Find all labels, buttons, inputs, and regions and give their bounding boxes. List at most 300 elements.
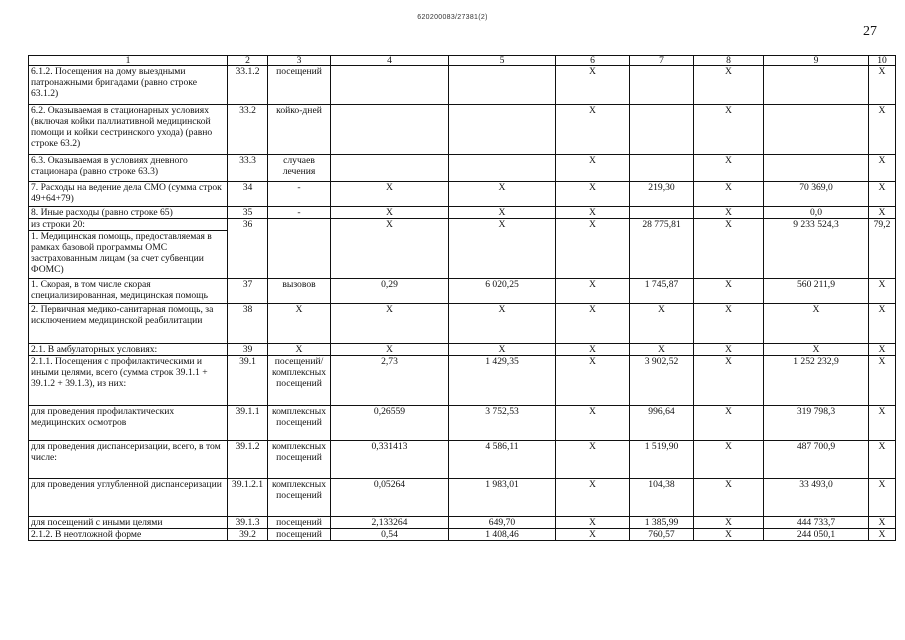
cell-text: 3 752,53 [485, 406, 519, 417]
cell-text: 28 775,81 [642, 219, 681, 230]
cell-text: 1 429,35 [485, 356, 519, 367]
table-cell-col-2 [228, 517, 268, 529]
table-cell-col-1 [29, 207, 228, 219]
table-cell-col-5 [449, 105, 556, 155]
table-cell-col-3 [268, 529, 331, 541]
data-table [28, 55, 896, 541]
table-cell-col-9 [764, 219, 869, 279]
document-id: 620200083/27381(2) [417, 14, 488, 21]
table-row [29, 207, 896, 219]
table-cell-col-1 [29, 304, 228, 344]
cell-text: 2.1.2. В неотложной форме [31, 529, 142, 540]
table-cell-col-6 [556, 219, 630, 279]
table-cell-col-4 [331, 529, 449, 541]
table-cell-col-7 [630, 356, 694, 406]
table-cell-col-8 [694, 406, 764, 441]
table-cell-col-6 [556, 479, 630, 517]
table-cell-col-7 [630, 279, 694, 304]
table-cell-col-6 [556, 529, 630, 541]
table-cell-col-9 [764, 406, 869, 441]
table-cell-col-10 [869, 207, 896, 219]
table-cell-col-4 [331, 517, 449, 529]
table-row [29, 406, 896, 441]
table-cell-col-4 [331, 279, 449, 304]
cell-text: X [498, 219, 506, 230]
table-cell-col-4 [331, 304, 449, 344]
cell-text: 444 733,7 [796, 517, 836, 528]
table-cell-col-3 [268, 66, 331, 105]
table-cell-col-8 [694, 517, 764, 529]
cell-text: X [589, 155, 596, 166]
cell-text: 996,64 [648, 406, 675, 417]
table-cell-col-6 [556, 66, 630, 105]
table-cell-col-8 [694, 182, 764, 207]
cell-text: - [297, 182, 301, 193]
table-cell-col-5 [449, 529, 556, 541]
table-cell-col-10 [869, 517, 896, 529]
column-header: 10 [869, 56, 896, 66]
cell-text: X [589, 66, 596, 77]
cell-text: X [589, 479, 596, 490]
cell-text: 319 798,3 [796, 406, 836, 417]
cell-text: X [589, 105, 596, 116]
cell-text: 760,57 [648, 529, 675, 540]
cell-text: 0,29 [381, 279, 398, 290]
cell-text: X [878, 529, 886, 540]
cell-text: X [725, 517, 732, 528]
cell-text: 7. Расходы на ведение дела СМО (сумма строк 49+64+79) [31, 182, 222, 204]
cell-text: 3 902,52 [644, 356, 679, 367]
cell-text: X [878, 304, 886, 315]
table-cell-col-9 [764, 279, 869, 304]
table-cell-col-1 [29, 517, 228, 529]
cell-text: 1 519,90 [644, 441, 679, 452]
cell-text: 1. Скорая, в том числе скорая специализированная, медицинская помощь [31, 279, 208, 301]
table-row [29, 66, 896, 105]
cell-text: 33.2 [239, 105, 256, 116]
cell-text: 6.3. Оказываемая в условиях дневного стационара (равно строке 63.3) [31, 155, 188, 177]
table-cell-col-6 [556, 182, 630, 207]
cell-text: 0,05264 [373, 479, 406, 490]
table-cell-col-5 [449, 219, 556, 279]
table-cell-col-8 [694, 279, 764, 304]
cell-text: X [589, 219, 596, 230]
table-cell-col-1 [29, 182, 228, 207]
cell-text: вызовов [282, 279, 316, 290]
cell-text: X [878, 344, 886, 355]
table-cell-col-9 [764, 155, 869, 182]
cell-text: X [589, 406, 596, 417]
cell-text: 6.1.2. Посещения на дому выездными патронажными бригадами (равно строке 63.1.2) [31, 66, 197, 99]
table-cell-col-8 [694, 155, 764, 182]
table-cell-col-2 [228, 356, 268, 406]
table-cell-col-1 [29, 479, 228, 517]
table-cell-col-5 [449, 182, 556, 207]
table-cell-col-7 [630, 304, 694, 344]
table-cell-col-10 [869, 304, 896, 344]
cell-text: X [658, 344, 665, 355]
cell-text: 2.1.1. Посещения с профилактическими и иными целями, всего (сумма строк 39.1.1 + 39.1.2 + 39.1.3), из них: [31, 356, 208, 389]
table-row [29, 356, 896, 406]
table-row [29, 344, 896, 356]
table-cell-col-9 [764, 479, 869, 517]
table-row [29, 105, 896, 155]
table-cell-col-5 [449, 441, 556, 479]
table-cell-col-8 [694, 304, 764, 344]
cell-text: посещений [276, 529, 322, 540]
cell-text: 1 983,01 [485, 479, 519, 490]
table-cell-col-1 [29, 356, 228, 406]
table-cell-col-5 [449, 479, 556, 517]
table-cell-col-7 [630, 517, 694, 529]
table-cell-col-9 [764, 105, 869, 155]
table-cell-col-1 [29, 406, 228, 441]
table-cell-col-10 [869, 182, 896, 207]
cell-text: 38 [242, 304, 253, 315]
cell-text: X [589, 182, 596, 193]
table-cell-col-4 [331, 219, 449, 279]
table-cell-col-7 [630, 182, 694, 207]
table-cell-col-9 [764, 182, 869, 207]
cell-text: 8. Иные расходы (равно строке 65) [31, 207, 173, 218]
table-cell-col-10 [869, 406, 896, 441]
cell-text: X [812, 304, 820, 315]
table-cell-col-6 [556, 356, 630, 406]
cell-text: X [725, 155, 732, 166]
cell-text: X [878, 279, 886, 290]
cell-text: 70 369,0 [799, 182, 833, 193]
table-cell-col-2 [228, 529, 268, 541]
cell-text: 244 050,1 [796, 529, 836, 540]
table-cell-col-9 [764, 441, 869, 479]
cell-text: 6.2. Оказываемая в стационарных условиях (включая койки паллиативной медицинской помощи и койки сестринского ухода) (равно строке 63.2) [31, 105, 213, 149]
table-cell-col-5 [449, 406, 556, 441]
table-cell-col-1 [29, 344, 228, 356]
table-cell-col-2 [228, 155, 268, 182]
table-cell-col-9 [764, 207, 869, 219]
cell-text: 6 020,25 [485, 279, 519, 290]
cell-text: комплексных посещений [271, 479, 327, 501]
table-cell-col-4 [331, 155, 449, 182]
table-cell-col-7 [630, 219, 694, 279]
column-header: 5 [449, 56, 556, 66]
cell-text: X [386, 219, 393, 230]
cell-text: 0,0 [810, 207, 822, 218]
cell-text: X [589, 279, 596, 290]
table-cell-col-9 [764, 356, 869, 406]
table-cell-col-4 [331, 182, 449, 207]
table-cell-col-10 [869, 279, 896, 304]
table-cell-col-8 [694, 66, 764, 105]
table-cell-col-7 [630, 529, 694, 541]
table-row [29, 155, 896, 182]
table-cell-col-4 [331, 479, 449, 517]
column-header: 1 [29, 56, 228, 66]
table-cell-col-1 [29, 529, 228, 541]
cell-text: 33 493,0 [799, 479, 833, 490]
table-cell-col-2 [228, 219, 268, 279]
column-number-row [29, 56, 896, 66]
cell-text: комплексных посещений [271, 441, 327, 463]
table-cell-col-8 [694, 105, 764, 155]
table-cell-col-7 [630, 479, 694, 517]
table-cell-col-10 [869, 441, 896, 479]
table-cell-col-8 [694, 219, 764, 279]
column-header: 2 [228, 56, 268, 66]
cell-text: 2,73 [381, 356, 398, 367]
table-row [29, 279, 896, 304]
table-cell-col-3 [268, 344, 331, 356]
cell-text: койко-дней [276, 105, 322, 116]
cell-text: X [878, 182, 886, 193]
cell-text: посещений [276, 66, 322, 77]
table-cell-col-1 [29, 155, 228, 182]
cell-text: X [589, 207, 596, 218]
table-cell-col-3 [268, 182, 331, 207]
table-row [29, 182, 896, 207]
table-cell-col-9 [764, 517, 869, 529]
column-header: 6 [556, 56, 630, 66]
cell-text: 39.1.2 [235, 441, 260, 452]
table-cell-col-6 [556, 517, 630, 529]
cell-text: X [725, 479, 732, 490]
table-cell-col-7 [630, 441, 694, 479]
cell-text: 1 408,46 [485, 529, 519, 540]
table-cell-col-3 [268, 219, 331, 279]
cell-text: X [498, 344, 506, 355]
table-cell-col-4 [331, 441, 449, 479]
table-row [29, 517, 896, 529]
cell-text: X [386, 344, 393, 355]
table-row [29, 441, 896, 479]
table-cell-col-5 [449, 155, 556, 182]
table-cell-col-6 [556, 406, 630, 441]
cell-text: 104,38 [648, 479, 675, 490]
cell-text: комплексных посещений [271, 406, 327, 428]
table-cell-col-2 [228, 105, 268, 155]
cell-text: 39.1 [239, 356, 256, 367]
cell-text: X [725, 182, 732, 193]
cell-text: X [498, 304, 506, 315]
column-header: 9 [764, 56, 869, 66]
table-cell-col-1 [29, 219, 228, 279]
table-cell-col-1 [29, 66, 228, 105]
table-cell-col-10 [869, 529, 896, 541]
cell-text: X [878, 441, 886, 452]
cell-text: 1 252 232,9 [793, 356, 839, 367]
cell-text: 649,70 [488, 517, 516, 528]
table-cell-col-7 [630, 155, 694, 182]
cell-text: для проведения углубленной диспансеризации [31, 479, 222, 490]
table-cell-col-7 [630, 105, 694, 155]
table-cell-col-9 [764, 66, 869, 105]
table-cell-col-2 [228, 279, 268, 304]
cell-text: X [725, 406, 732, 417]
table-cell-col-4 [331, 344, 449, 356]
table-cell-col-2 [228, 344, 268, 356]
table-cell-col-6 [556, 279, 630, 304]
page-number: 27 [863, 24, 877, 39]
table-cell-col-6 [556, 441, 630, 479]
table-cell-col-7 [630, 66, 694, 105]
table-cell-col-10 [869, 344, 896, 356]
cell-text: 4 586,11 [485, 441, 519, 452]
cell-text: X [878, 406, 886, 417]
cell-text: 0,54 [381, 529, 398, 540]
cell-text: 35 [242, 207, 253, 218]
table-cell-col-10 [869, 479, 896, 517]
table-cell-col-2 [228, 479, 268, 517]
cell-text: X [725, 207, 732, 218]
cell-text: X [878, 207, 886, 218]
cell-text: X [725, 66, 732, 77]
cell-text: X [589, 529, 596, 540]
table-cell-col-8 [694, 356, 764, 406]
table-cell-col-6 [556, 344, 630, 356]
table-cell-col-4 [331, 66, 449, 105]
cell-text: 487 700,9 [796, 441, 836, 452]
table-cell-col-3 [268, 356, 331, 406]
table-cell-col-2 [228, 182, 268, 207]
cell-text: 79,2 [873, 219, 891, 230]
cell-text: X [878, 356, 886, 367]
cell-text: X [725, 304, 732, 315]
cell-text: X [589, 517, 596, 528]
table-cell-col-3 [268, 155, 331, 182]
table-row [29, 219, 896, 279]
table-cell-col-10 [869, 155, 896, 182]
cell-text: из строки 20: [31, 219, 85, 230]
table-cell-col-3 [268, 279, 331, 304]
cell-text: 1 385,99 [644, 517, 679, 528]
table-cell-col-3 [268, 406, 331, 441]
table-cell-col-2 [228, 207, 268, 219]
table-cell-col-4 [331, 356, 449, 406]
table-cell-col-3 [268, 517, 331, 529]
cell-text: X [812, 344, 820, 355]
table-cell-col-4 [331, 207, 449, 219]
table-cell-col-8 [694, 479, 764, 517]
cell-text: посещений [276, 517, 322, 528]
cell-text: 39.2 [239, 529, 256, 540]
cell-text: - [297, 207, 301, 218]
table-cell-col-3 [268, 105, 331, 155]
table-cell-col-7 [630, 344, 694, 356]
cell-text: X [725, 441, 732, 452]
cell-text: X [295, 344, 303, 355]
cell-text: X [725, 344, 732, 355]
table-cell-col-3 [268, 304, 331, 344]
cell-text: X [725, 279, 732, 290]
table-row [29, 479, 896, 517]
table-cell-col-5 [449, 66, 556, 105]
cell-subtext: 1. Медицинская помощь, предоставляемая в рамках базовой программы ОМС застрахованным лицам (за счет субвенции ФОМС) [29, 230, 227, 275]
cell-text: 0,26559 [373, 406, 406, 417]
table-cell-col-4 [331, 406, 449, 441]
cell-text: X [295, 304, 303, 315]
column-header: 7 [630, 56, 694, 66]
cell-text: 37 [242, 279, 253, 290]
cell-text: 39.1.1 [235, 406, 260, 417]
table-cell-col-2 [228, 441, 268, 479]
cell-text: 0,331413 [371, 441, 408, 452]
cell-text: X [498, 182, 506, 193]
table-cell-col-3 [268, 479, 331, 517]
table-cell-col-8 [694, 207, 764, 219]
cell-text: X [725, 529, 732, 540]
cell-text: X [878, 155, 886, 166]
cell-text: X [725, 105, 732, 116]
cell-text: случаев лечения [282, 155, 316, 177]
table-cell-col-5 [449, 279, 556, 304]
cell-text: 2,133264 [371, 517, 408, 528]
cell-text: X [725, 219, 732, 230]
table-cell-col-1 [29, 279, 228, 304]
cell-text: 33.3 [239, 155, 256, 166]
cell-text: X [498, 207, 506, 218]
cell-text: X [589, 441, 596, 452]
table-cell-col-5 [449, 517, 556, 529]
cell-text: 2.1. В амбулаторных условиях: [31, 344, 158, 355]
table-cell-col-2 [228, 66, 268, 105]
column-header: 8 [694, 56, 764, 66]
table-cell-col-1 [29, 105, 228, 155]
cell-text: 34 [242, 182, 253, 193]
table-cell-col-8 [694, 344, 764, 356]
table-cell-col-6 [556, 105, 630, 155]
table-cell-col-3 [268, 441, 331, 479]
table-cell-col-10 [869, 219, 896, 279]
cell-text: X [386, 207, 393, 218]
table-cell-col-10 [869, 66, 896, 105]
cell-text: 2. Первичная медико-санитарная помощь, за исключением медицинской реабилитации [31, 304, 214, 326]
table-cell-col-2 [228, 304, 268, 344]
table-cell-col-9 [764, 529, 869, 541]
table-row [29, 304, 896, 344]
cell-text: 219,30 [648, 182, 675, 193]
cell-text: X [658, 304, 665, 315]
table-cell-col-5 [449, 207, 556, 219]
cell-text: для проведения диспансеризации, всего, в том числе: [31, 441, 221, 463]
table-cell-col-10 [869, 356, 896, 406]
table-cell-col-8 [694, 529, 764, 541]
cell-text: X [878, 105, 886, 116]
table-cell-col-7 [630, 406, 694, 441]
cell-text: 39 [242, 344, 253, 355]
table-cell-col-9 [764, 304, 869, 344]
table-cell-col-9 [764, 344, 869, 356]
table-cell-col-10 [869, 105, 896, 155]
cell-text: 1 745,87 [644, 279, 679, 290]
cell-text: X [386, 304, 393, 315]
table-cell-col-6 [556, 304, 630, 344]
cell-text: X [589, 356, 596, 367]
cell-text: X [386, 182, 393, 193]
cell-text: 33.1.2 [235, 66, 260, 77]
table-row [29, 529, 896, 541]
cell-text: X [878, 517, 886, 528]
column-header: 3 [268, 56, 331, 66]
column-header: 4 [331, 56, 449, 66]
cell-text: посещений/ комплексных посещений [271, 356, 327, 389]
cell-text: для посещений с иными целями [31, 517, 163, 528]
cell-text: X [878, 66, 886, 77]
cell-text: X [725, 356, 732, 367]
table-cell-col-2 [228, 406, 268, 441]
cell-text: для проведения профилактических медицинских осмотров [31, 406, 175, 428]
cell-text: 560 211,9 [796, 279, 836, 290]
cell-text: 9 233 524,3 [793, 219, 839, 230]
